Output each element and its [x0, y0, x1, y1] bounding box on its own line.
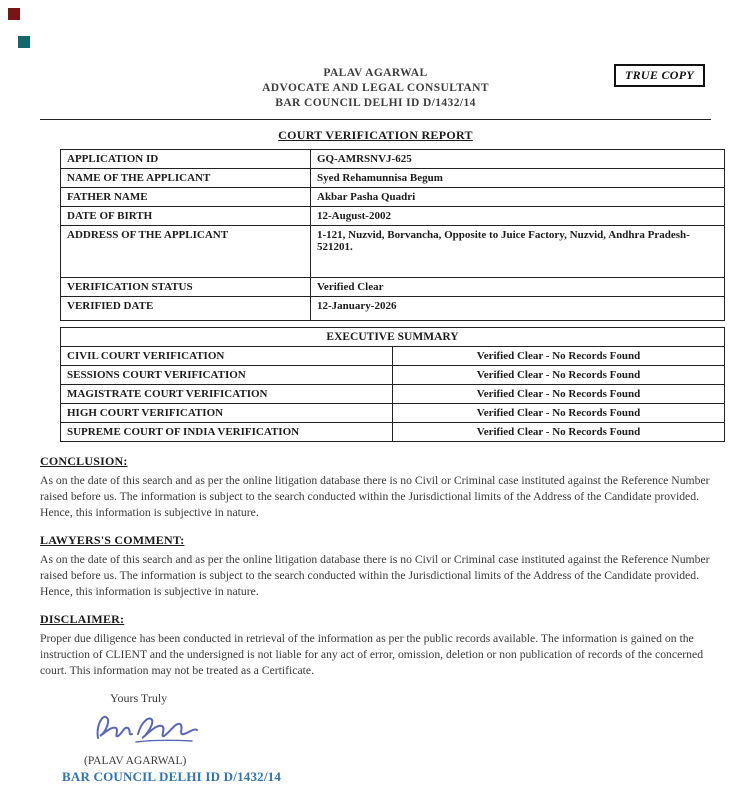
detail-label: ADDRESS OF THE APPLICANT: [61, 226, 311, 278]
executive-summary-title: EXECUTIVE SUMMARY: [61, 328, 725, 347]
detail-label: NAME OF THE APPLICANT: [61, 169, 311, 188]
detail-label: APPLICATION ID: [61, 150, 311, 169]
conclusion-heading: CONCLUSION:: [40, 454, 128, 468]
table-row: [61, 423, 725, 442]
signatory-name: (PALAV AGARWAL): [84, 755, 187, 767]
summary-label: MAGISTRATE COURT VERIFICATION: [61, 385, 393, 404]
detail-value: Verified Clear: [311, 278, 725, 297]
letterhead-role: ADVOCATE AND LEGAL CONSULTANT: [262, 82, 489, 94]
table-row: [61, 188, 725, 207]
applicant-details-table: [60, 149, 725, 321]
executive-summary-table: [60, 327, 725, 442]
lawyers-comment-heading: LAWYERS'S COMMENT:: [40, 533, 185, 547]
summary-label: CIVIL COURT VERIFICATION: [61, 347, 393, 366]
summary-value: Verified Clear - No Records Found: [393, 385, 725, 404]
detail-label: DATE OF BIRTH: [61, 207, 311, 226]
closing-salutation: Yours Truly: [110, 691, 168, 705]
detail-value: 12-August-2002: [311, 207, 725, 226]
signature-ink-icon: [92, 710, 202, 748]
detail-value: 12-January-2026: [311, 297, 725, 321]
table-row: [61, 226, 725, 278]
summary-value: Verified Clear - No Records Found: [393, 366, 725, 385]
summary-label: SUPREME COURT OF INDIA VERIFICATION: [61, 423, 393, 442]
table-row: [61, 207, 725, 226]
table-row: [61, 366, 725, 385]
table-row: [61, 169, 725, 188]
detail-label: VERIFICATION STATUS: [61, 278, 311, 297]
detail-value: Akbar Pasha Quadri: [311, 188, 725, 207]
summary-value: Verified Clear - No Records Found: [393, 404, 725, 423]
detail-value: 1-121, Nuzvid, Borvancha, Opposite to Juice Factory, Nuzvid, Andhra Pradesh-521201.: [311, 226, 725, 278]
detail-value: Syed Rehamunnisa Begum: [311, 169, 725, 188]
signatory-bar-id: BAR COUNCIL DELHI ID D/1432/14: [62, 769, 282, 784]
table-row: [61, 347, 725, 366]
detail-label: FATHER NAME: [61, 188, 311, 207]
table-row: [61, 385, 725, 404]
letterhead-divider: [40, 119, 711, 120]
table-row: [61, 297, 725, 321]
lawyers-comment-section: [40, 533, 711, 600]
letterhead-bar-id: BAR COUNCIL DELHI ID D/1432/14: [275, 97, 476, 109]
summary-label: SESSIONS COURT VERIFICATION: [61, 366, 393, 385]
summary-value: Verified Clear - No Records Found: [393, 347, 725, 366]
lawyers-comment-body: As on the date of this search and as per the online litigation database there is no Civil or Criminal case instituted against the Reference Number raised before us. The information is subject to the search conducted within the Jurisdictional limits of the Address of the Candidate provided. Hence, this information is subjective in nature.: [40, 553, 710, 598]
detail-value: GQ-AMRSNVJ-625: [311, 150, 725, 169]
summary-label: HIGH COURT VERIFICATION: [61, 404, 393, 423]
summary-value: Verified Clear - No Records Found: [393, 423, 725, 442]
letterhead-name: PALAV AGARWAL: [323, 67, 428, 79]
table-row: [61, 278, 725, 297]
true-copy-stamp: TRUE COPY: [614, 64, 705, 87]
detail-label: VERIFIED DATE: [61, 297, 311, 321]
report-title: COURT VERIFICATION REPORT: [278, 128, 473, 142]
conclusion-section: [40, 454, 711, 521]
table-row: [61, 150, 725, 169]
handwritten-signature: [92, 710, 751, 753]
conclusion-body: As on the date of this search and as per the online litigation database there is no Civil or Criminal case instituted against the Reference Number raised before us. The information is subject to the search conducted within the Jurisdictional limits of the Address of the Candidate provided. Hence, this information is subjective in nature.: [40, 474, 710, 519]
disclaimer-body: Proper due diligence has been conducted in retrieval of the information as per the public records available. The information is gained on the instruction of CLIENT and the undersigned is not liable for any act of error, omission, deletion or non publication of records of the concerned court. This information may not be treated as a Certificate.: [40, 632, 704, 677]
disclaimer-heading: DISCLAIMER:: [40, 612, 125, 626]
scan-artifact-teal-square: [18, 36, 30, 48]
table-row: [61, 404, 725, 423]
table-row: [61, 328, 725, 347]
disclaimer-section: [40, 612, 711, 679]
scan-artifact-red-square: [8, 8, 20, 20]
